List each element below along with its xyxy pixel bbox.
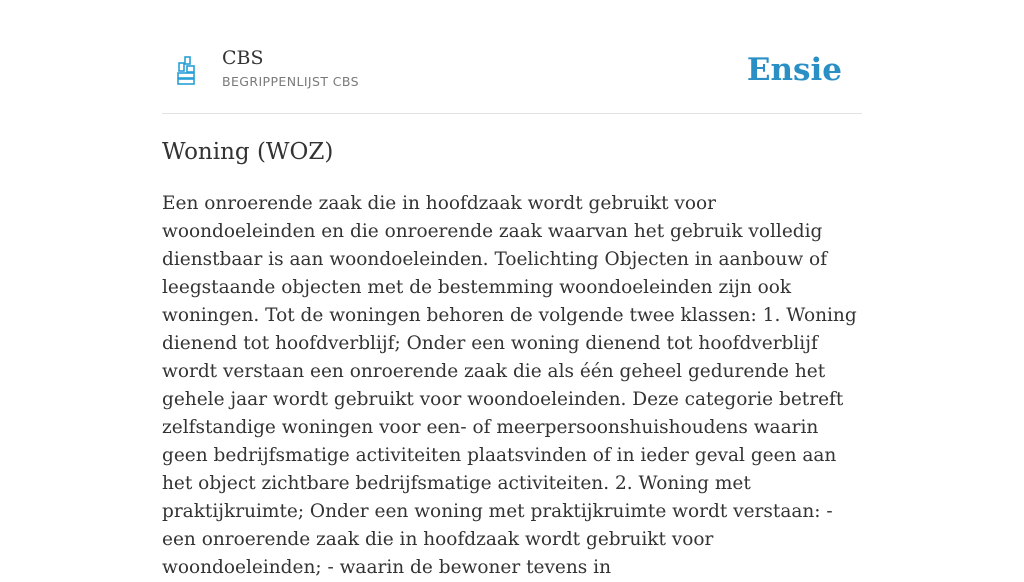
org-subtitle[interactable]: BEGRIPPENLIJST CBS — [222, 74, 359, 89]
cbs-logo-icon[interactable] — [176, 56, 196, 86]
page-title: Woning (WOZ) — [162, 139, 334, 165]
ensie-logo[interactable]: Ensie — [746, 52, 842, 88]
org-name[interactable]: CBS — [222, 47, 264, 69]
definition-text: Een onroerende zaak die in hoofdzaak wordt gebruikt voor woondoeleinden en die onroerende zaak waarvan het gebruik volledig dienstbaar is aan woondoeleinden. Toelichting Objecten in aanbouw of leegstaande objecten met de bestemming woondoeleinden zijn ook woningen. Tot de woningen behoren de volgende twee klassen: 1. Woning dienend tot hoofdverblijf; Onder een woning dienend tot hoofdverblijf wordt verstaan een onroerende zaak die als één geheel gedurende het gehele jaar wordt gebruikt voor woondoeleinden. Deze categorie betreft zelfstandige woningen voor een- of meerpersoonshuishoudens waarin geen bedrijfsmatige activiteiten plaatsvinden of in ieder geval geen aan het object zichtbare bedrijfsmatige activiteiten. 2. Woning met praktijkruimte; Onder een woning met praktijkruimte wordt verstaan: - een onroerende zaak die in hoofdzaak wordt gebruikt voor woondoeleinden; - waarin de bewoner tevens in — [162, 193, 857, 578]
header — [162, 40, 862, 114]
